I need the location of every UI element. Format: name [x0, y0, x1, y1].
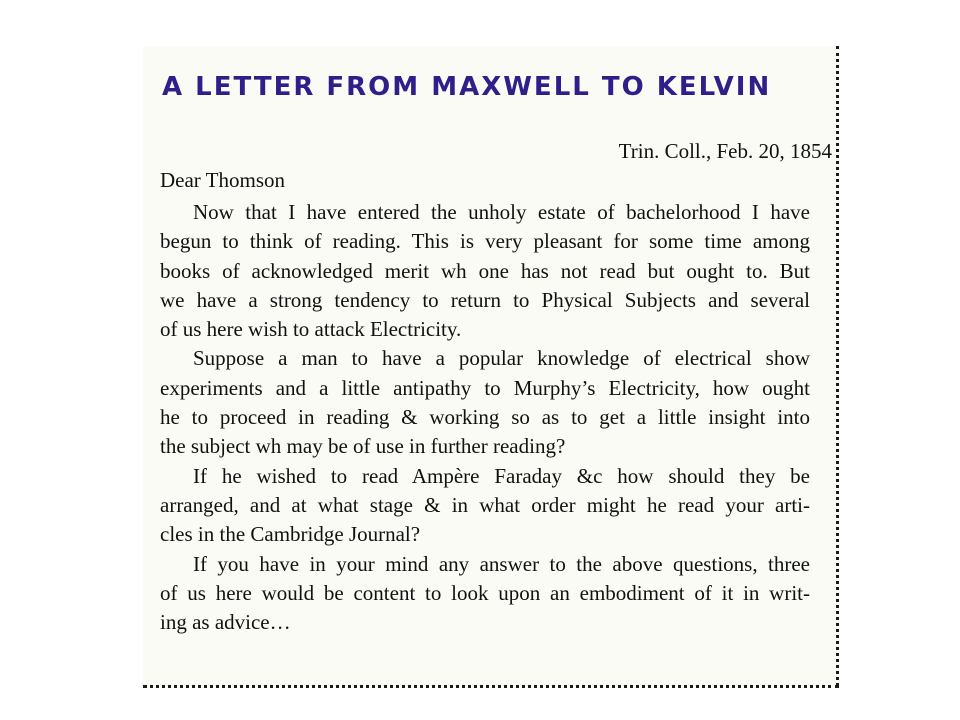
letter-line: he to proceed in reading & working so as to get a little insight into: [160, 405, 810, 430]
letter-line: begun to think of reading. This is very pleasant for some time among: [160, 229, 810, 254]
letter-line: of us here would be content to look upon an embodiment of it in writ-: [160, 580, 810, 605]
letter-line: cles in the Cambridge Journal?: [160, 522, 421, 547]
letter-line: arranged, and at what stage & in what order might he read your arti-: [160, 492, 810, 517]
letter-dateline: Trin. Coll., Feb. 20, 1854: [618, 139, 832, 163]
letter-title: A LETTER FROM MAXWELL TO KELVIN: [162, 72, 772, 102]
letter-line: If he wished to read Ampère Faraday &c how should they be: [193, 463, 810, 488]
letter-line: ing as advice…: [160, 610, 291, 635]
letter-line: If you have in your mind any answer to the above questions, three: [193, 551, 810, 576]
letter-line: Now that I have entered the unholy estate of bachelorhood I have: [193, 200, 810, 224]
letter-line: we have a strong tendency to return to Physical Subjects and several: [160, 287, 810, 312]
letter-line: the subject wh may be of use in further reading?: [160, 434, 566, 459]
letter-salutation: Dear Thomson: [160, 168, 286, 192]
dotted-border-bottom: [143, 685, 839, 688]
letter-body: [160, 198, 810, 637]
letter-line: of us here wish to attack Electricity.: [160, 317, 462, 342]
letter-line: Suppose a man to have a popular knowledge of electrical show: [193, 346, 810, 371]
letter-line: books of acknowledged merit wh one has not read but ought to. But: [160, 258, 810, 283]
letter-line: experiments and a little antipathy to Murphy’s Electricity, how ought: [160, 375, 810, 400]
dotted-border-right: [836, 46, 839, 686]
